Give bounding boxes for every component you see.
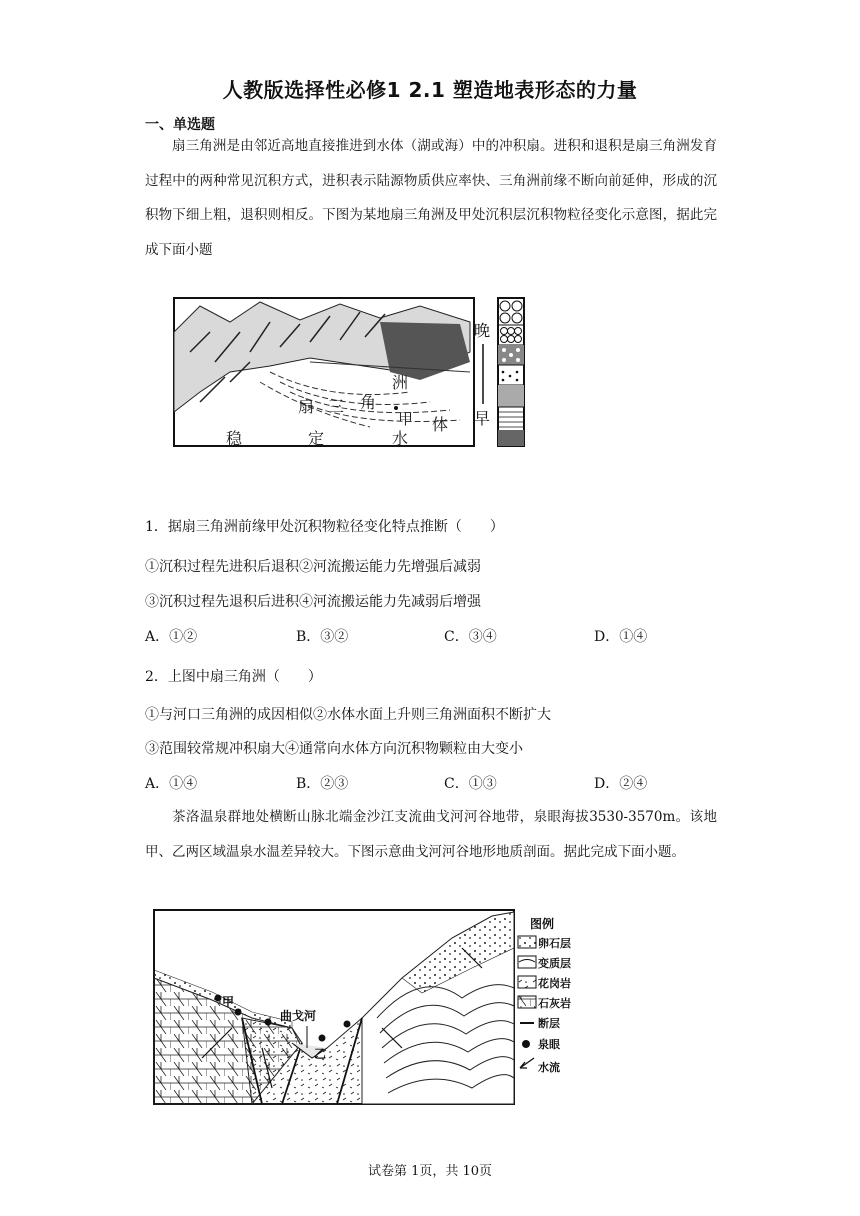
q2-stem: 2．上图中扇三角洲（ ）: [145, 669, 322, 685]
label-san: 三: [328, 397, 345, 416]
label-yi: 乙: [314, 1047, 327, 1061]
q2-option-a[interactable]: A．①④: [145, 776, 198, 792]
legend-spring: 泉眼: [538, 1038, 560, 1051]
label-ding: 定: [308, 429, 325, 448]
legend-metamorphic: 变质层: [538, 957, 571, 970]
label-shan: 扇: [298, 397, 315, 416]
fan-delta-figure: [170, 292, 530, 452]
section-heading: 一、单选题: [145, 117, 215, 133]
label-jia: 甲: [398, 410, 414, 428]
river-valley-section-figure: [152, 908, 572, 1108]
label-jia-2: 甲: [222, 995, 235, 1009]
q2-option-c[interactable]: C．①③: [444, 776, 497, 792]
legend-limestone: 石灰岩: [538, 997, 571, 1010]
q2-statement-2: ③范围较常规冲积扇大④通常向水体方向沉积物颗粒由大变小: [145, 741, 523, 757]
legend-fault: 断层: [538, 1017, 560, 1030]
q1-statement-1: ①沉积过程先进积后退积②河流搬运能力先增强后减弱: [145, 559, 481, 575]
page-footer: 试卷第 1页，共 10页: [367, 1164, 493, 1179]
q1-option-a[interactable]: A．①②: [145, 629, 198, 645]
label-wen: 稳: [226, 429, 243, 448]
q2-statement-1: ①与河口三角洲的成因相似②水体水面上升则三角洲面积不断扩大: [145, 707, 551, 723]
legend-water-flow: 水流: [538, 1061, 560, 1074]
label-ti: 体: [432, 415, 449, 434]
page-title: 人教版选择性必修1 2.1 塑造地表形态的力量: [222, 78, 638, 102]
q1-option-c[interactable]: C．③④: [444, 629, 497, 645]
q1-stem: 1．据扇三角洲前缘甲处沉积物粒径变化特点推断（ ）: [145, 519, 504, 535]
q2-option-d[interactable]: D．②④: [594, 776, 648, 792]
label-early: 早: [474, 409, 491, 428]
q1-option-d[interactable]: D．①④: [594, 629, 648, 645]
label-zhou: 洲: [392, 373, 409, 392]
label-late: 晚: [474, 321, 491, 340]
passage-2: 茶洛温泉群地处横断山脉北端金沙江支流曲戈河河谷地带，泉眼海拔3530-3570m。该地甲、乙两区域温泉水温差异较大。下图示意曲戈河河谷地形地质剖面。据此完成下面小题。: [145, 809, 717, 860]
label-river: 曲戈河: [280, 1009, 317, 1023]
q2-option-b[interactable]: B．②③: [296, 776, 349, 792]
legend-title: 图例: [530, 917, 555, 931]
legend-granite: 花岗岩: [538, 977, 571, 990]
label-shui: 水: [392, 429, 409, 448]
q1-option-b[interactable]: B．③②: [296, 629, 349, 645]
legend-pebble: 卵石层: [538, 937, 571, 950]
label-jiao: 角: [360, 393, 377, 412]
passage-1: 扇三角洲是由邻近高地直接推进到水体（湖或海）中的冲积扇。进积和退积是扇三角洲发育过程中的两种常见沉积方式，进积表示陆源物质供应率快、三角洲前缘不断向前延伸，形成的沉积物下细上粗，退积则相反。下图为某地扇三角洲及甲处沉积层沉积物粒径变化示意图，据此完成下面小题: [145, 138, 717, 258]
q1-statement-2: ③沉积过程先退积后进积④河流搬运能力先减弱后增强: [145, 594, 481, 610]
